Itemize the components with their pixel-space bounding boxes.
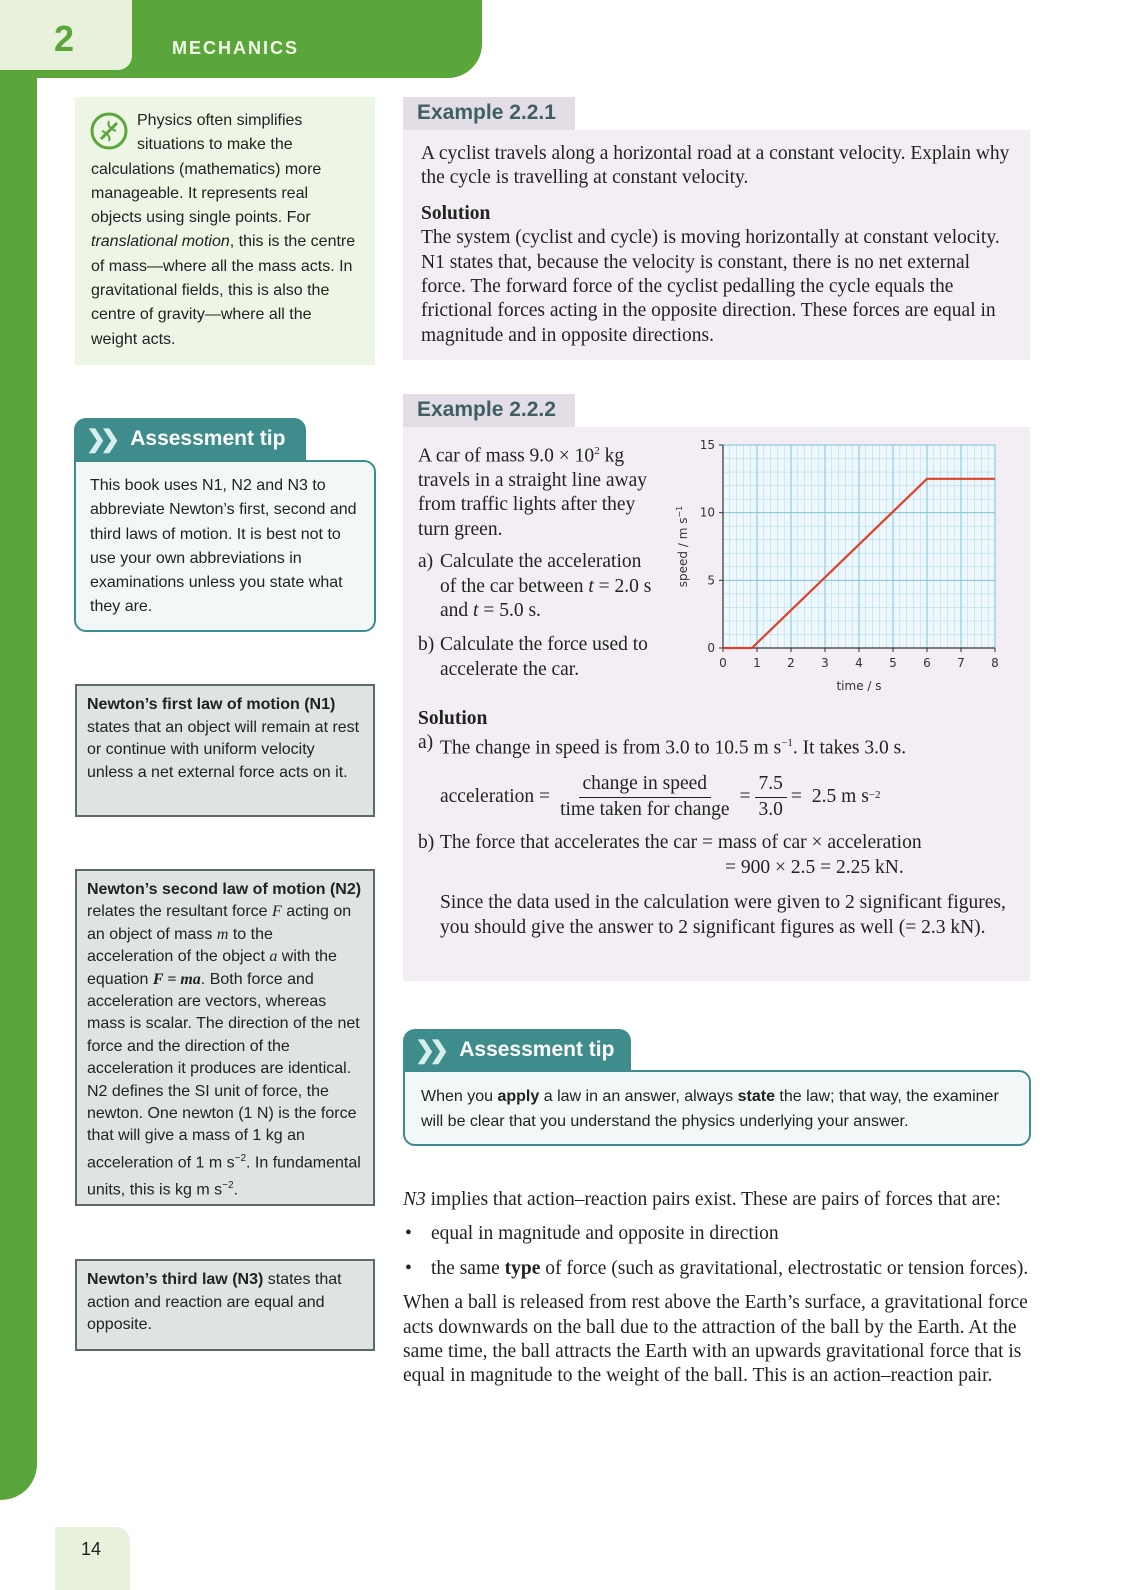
example-1-solution: The system (cyclist and cycle) is moving horizontally at constant velocity. N1 states that, because the velocity is constant, there is no net external force. The forward force of the cyclist pedalling the cycle equals the frictional forces acting in the opposite direction. These forces are equal in magnitude and in opposite directions. bbox=[421, 227, 1000, 346]
equation-result: 2.5 m s bbox=[811, 786, 869, 808]
n2-text-6: . In fundamental units, this is kg m s bbox=[87, 1154, 361, 1198]
n2-symbol-m: m bbox=[216, 925, 229, 943]
example-2-solution-a-label: a) bbox=[418, 732, 434, 754]
x-tick-label: 0 bbox=[719, 656, 727, 670]
n3-title: Newton’s third law (N3) bbox=[87, 1271, 264, 1288]
info-text-2: , this is the centre of mass—where all the mass acts. In gravitational fields, this is also the centre of gravity—where all the weight acts. bbox=[91, 233, 356, 348]
example-2-solution bbox=[418, 707, 1018, 940]
example-2-part-a bbox=[418, 550, 658, 623]
x-tick-label: 8 bbox=[991, 656, 999, 670]
x-axis-label: time / s bbox=[836, 679, 882, 693]
info-italic-term: translational motion bbox=[91, 233, 230, 251]
n3-intro-text: implies that action–reaction pairs exist. These are pairs of forces that are: bbox=[425, 1189, 1001, 1210]
n3-italic: N3 bbox=[403, 1189, 426, 1210]
example-2-solution-a-sup: −1 bbox=[781, 737, 793, 750]
double-chevron-icon: ❯❯ bbox=[86, 425, 115, 453]
assessment-tip-1-body bbox=[74, 460, 376, 632]
n2-text-7: . bbox=[233, 1180, 239, 1198]
example-1-question: A cyclist travels along a horizontal road at a constant velocity. Explain why the cycle is travelling at constant velocity. bbox=[421, 143, 1010, 189]
example-2-part-a-2: = 2.0 s and bbox=[440, 575, 652, 621]
example-2-part-a-t1: t bbox=[588, 575, 594, 597]
example-1-heading: Example 2.2.1 bbox=[403, 97, 575, 130]
assessment-tip-2-body bbox=[403, 1070, 1031, 1146]
bullet-2-text-a: the same bbox=[431, 1257, 505, 1279]
example-2-part-a-t2: t bbox=[473, 599, 479, 621]
n3-discussion bbox=[403, 1188, 1043, 1389]
bullet-2-marker: • bbox=[405, 1257, 412, 1279]
speed-time-chart bbox=[675, 440, 1030, 715]
example-1-solution-label: Solution bbox=[421, 202, 491, 224]
example-2-part-a-3: = 5.0 s. bbox=[478, 599, 541, 621]
n2-text-2: acting on an object of mass bbox=[87, 903, 352, 943]
example-2-part-b-text: Calculate the force used to accelerate the car. bbox=[440, 634, 648, 680]
n2-symbol-a: a bbox=[269, 948, 278, 966]
example-2-solution-b-line-2: = 900 × 2.5 = 2.25 kN. bbox=[725, 856, 904, 878]
n2-sup-1: −2 bbox=[234, 1152, 247, 1164]
equation-equals-1: = bbox=[739, 786, 751, 808]
x-tick-label: 4 bbox=[855, 656, 863, 670]
x-tick-label: 7 bbox=[957, 656, 965, 670]
equation-numerator-2: 7.5 bbox=[755, 772, 787, 797]
assessment-tip-2-tab bbox=[403, 1029, 631, 1071]
assessment-tip-2-apply: apply bbox=[497, 1088, 540, 1105]
assessment-tip-2-text-3: the law; that way, the examiner will be clear that you understand the physics underlying your answer. bbox=[421, 1088, 999, 1130]
example-2-question bbox=[418, 439, 658, 682]
n2-text-3: to the acceleration of the object bbox=[87, 925, 273, 966]
chapter-title: MECHANICS bbox=[172, 38, 300, 58]
equation-fraction-1 bbox=[556, 772, 733, 822]
y-tick-label: 15 bbox=[699, 440, 715, 452]
example-2-solution-b bbox=[418, 831, 1018, 880]
example-2-solution-b-line-1: The force that accelerates the car = mass of car × acceleration bbox=[440, 832, 922, 854]
example-2-part-b-label: b) bbox=[418, 634, 435, 656]
assessment-tip-2-state: state bbox=[737, 1088, 775, 1105]
page-number-tab bbox=[55, 1527, 130, 1590]
bullet-1-text: equal in magnitude and opposite in direction bbox=[431, 1223, 779, 1245]
equation-denominator-1: time taken for change bbox=[560, 798, 730, 820]
bullet-1-marker: • bbox=[405, 1223, 412, 1245]
y-tick-label: 10 bbox=[699, 505, 715, 520]
y-tick-label: 0 bbox=[707, 641, 715, 655]
bullet-item-1 bbox=[403, 1222, 1043, 1246]
assessment-tip-1-text: This book uses N1, N2 and N3 to abbreviate Newton’s first, second and third laws of motion. It is best not to use your own abbreviations in examinations unless you state what they are. bbox=[90, 477, 357, 616]
example-2-solution-b-label: b) bbox=[418, 832, 435, 854]
ball-paragraph: When a ball is released from rest above the Earth’s surface, a gravitational force acts downwards on the ball due to the attraction of the ball by the Earth. At the same time, the ball attracts the Earth with an upwards gravitational force that is equal in magnitude to the weight of the ball. This is an action–reaction pair. bbox=[403, 1292, 1028, 1387]
bullet-2-text-b: of force (such as gravitational, electrostatic or tension forces). bbox=[540, 1257, 1029, 1279]
example-2-solution-a bbox=[418, 731, 1018, 761]
n1-text: states that an object will remain at rest or continue with uniform velocity unless a net external force acts on it. bbox=[87, 718, 360, 781]
n2-text-1: relates the resultant force bbox=[87, 903, 272, 921]
n2-text-4: with the equation bbox=[87, 948, 337, 988]
n3-text: states that action and reaction are equal and opposite. bbox=[87, 1271, 342, 1333]
example-2-solution-a-2: . It takes 3.0 s. bbox=[792, 737, 907, 759]
equation-numerator-1: change in speed bbox=[579, 772, 712, 797]
n2-sup-2: −2 bbox=[222, 1179, 234, 1191]
example-2-part-b bbox=[418, 633, 658, 682]
y-axis-label: speed / m $s^{-1}$ bbox=[675, 505, 690, 588]
assessment-tip-1-title: Assessment tip bbox=[130, 427, 286, 450]
n3-discussion-intro bbox=[403, 1188, 1043, 1212]
equation-denominator-2: 3.0 bbox=[758, 798, 783, 820]
example-2-part-a-1: Calculate the acceleration of the car between bbox=[440, 551, 642, 597]
n1-definition-box bbox=[75, 684, 375, 817]
n2-definition-box bbox=[75, 869, 375, 1206]
x-tick-label: 1 bbox=[753, 656, 761, 670]
chapter-number: 2 bbox=[54, 18, 75, 59]
n1-title: Newton’s first law of motion (N1) bbox=[87, 696, 336, 713]
info-text-1: Physics often simplifies situations to make the calculations (mathematics) more manageable. It represents real objects using single points. For bbox=[91, 112, 322, 227]
dna-icon bbox=[89, 111, 129, 151]
green-side-rail bbox=[0, 0, 37, 1500]
info-box bbox=[75, 97, 375, 365]
example-2-solution-a-1: The change in speed is from 3.0 to 10.5 m s bbox=[440, 737, 782, 759]
equation-result-sup: −2 bbox=[868, 789, 881, 802]
example-2-solution-label: Solution bbox=[418, 708, 488, 729]
example-2-part-a-label: a) bbox=[418, 551, 434, 573]
example-2-intro-1: A car of mass 9.0 × 10 bbox=[418, 445, 595, 467]
assessment-tip-2-text-2: a law in an answer, always bbox=[539, 1088, 738, 1105]
example-1-body bbox=[403, 130, 1030, 360]
n3-definition-box bbox=[75, 1259, 375, 1351]
n2-equation: F = ma bbox=[152, 970, 201, 988]
page-number: 14 bbox=[81, 1539, 102, 1559]
equation-fraction-2 bbox=[755, 772, 787, 822]
chart-grid bbox=[723, 445, 995, 648]
example-2-intro bbox=[418, 439, 658, 542]
bullet-item-2 bbox=[403, 1257, 1043, 1281]
double-chevron-icon-2: ❯❯ bbox=[415, 1036, 444, 1064]
n2-text-5: . Both force and acceleration are vectors, whereas mass is scalar. The direction of the net force and the direction of the acceleration it produces are identical. N2 defines the SI unit of force, the newton. One newton (1 N) is the force that will give a mass of 1 kg an acceleration of 1 m s bbox=[87, 970, 360, 1172]
x-tick-label: 3 bbox=[821, 656, 829, 670]
example-2-intro-sup: 2 bbox=[594, 445, 600, 457]
equation-lhs: acceleration = bbox=[440, 786, 551, 808]
bullet-2-bold: type bbox=[504, 1257, 541, 1279]
y-axis-label-sup: −1 bbox=[675, 505, 684, 518]
assessment-tip-2-title: Assessment tip bbox=[459, 1038, 615, 1061]
assessment-tip-2-text-1: When you bbox=[421, 1088, 498, 1105]
header-inner-curve bbox=[37, 78, 77, 118]
x-tick-label: 6 bbox=[923, 656, 931, 670]
example-2-heading: Example 2.2.2 bbox=[403, 394, 575, 427]
y-tick-label: 5 bbox=[707, 573, 715, 588]
example-2-intro-2: kg travels in a straight line away from traffic lights after they turn green. bbox=[418, 445, 648, 540]
x-tick-label: 5 bbox=[889, 656, 897, 670]
x-tick-label: 2 bbox=[787, 656, 795, 670]
n2-title: Newton’s second law of motion (N2) bbox=[87, 881, 362, 898]
assessment-tip-1-tab bbox=[74, 418, 306, 460]
acceleration-equation bbox=[418, 769, 1018, 825]
equation-equals-2: = bbox=[790, 786, 802, 808]
n2-symbol-f: F bbox=[271, 903, 282, 921]
significant-figures-note: Since the data used in the calculation were given to 2 significant figures, you should give the answer to 2 significant figures as well (= 2.3 kN). bbox=[440, 892, 1006, 938]
